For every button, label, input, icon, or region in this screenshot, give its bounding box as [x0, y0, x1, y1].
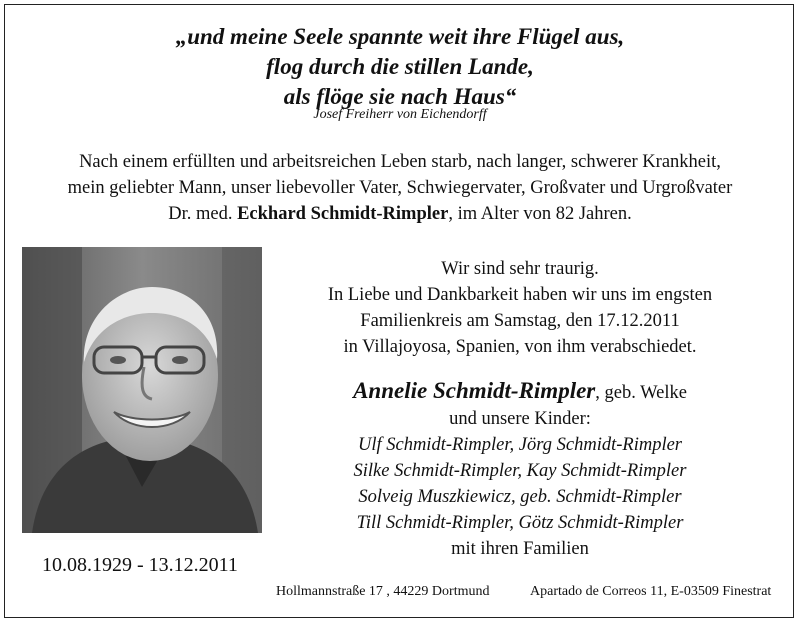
- quote-author: Josef Freiherr von Eichendorff: [313, 107, 487, 122]
- quote-line: als flöge sie nach Haus“: [283, 84, 517, 109]
- children-intro: und unsere Kinder:: [449, 409, 591, 429]
- children-line: Silke Schmidt-Rimpler, Kay Schmidt-Rimpler: [353, 461, 687, 481]
- life-dates: 10.08.1929 - 13.12.2011: [42, 554, 238, 576]
- widow-maiden-name: , geb. Welke: [595, 383, 687, 403]
- message-line: In Liebe und Dankbarkeit haben wir uns im engsten: [327, 285, 713, 305]
- message-line: Wir sind sehr traurig.: [441, 259, 599, 279]
- mourners-signature: [250, 378, 790, 562]
- portrait-photo: [22, 247, 262, 533]
- family-message: [290, 256, 750, 360]
- message-line: in Villajoyosa, Spanien, von ihm verabschiedet.: [343, 337, 697, 357]
- announcement-line: mein geliebter Mann, unser liebevoller Vater, Schwiegervater, Großvater und Urgroßvater: [67, 178, 733, 198]
- children-line: Till Schmidt-Rimpler, Götz Schmidt-Rimpler: [356, 513, 684, 533]
- announcement-line: Nach einem erfüllten und arbeitsreichen Leben starb, nach langer, schwerer Krankheit,: [79, 152, 721, 172]
- children-line: Ulf Schmidt-Rimpler, Jörg Schmidt-Rimpler: [357, 435, 683, 455]
- announcement-text: [0, 149, 800, 227]
- widow-name: Annelie Schmidt-Rimpler: [353, 378, 596, 403]
- age-text: , im Alter von 82 Jahren.: [448, 204, 632, 224]
- quote-line: „und meine Seele spannte weit ihre Flügel aus,: [175, 24, 625, 49]
- children-line: Solveig Muszkiewicz, geb. Schmidt-Rimpler: [358, 487, 682, 507]
- quote-line: flog durch die stillen Lande,: [266, 54, 534, 79]
- message-line: Familienkreis am Samstag, den 17.12.2011: [360, 311, 680, 331]
- deceased-name: Eckhard Schmidt-Rimpler: [237, 204, 449, 224]
- announcement-line: [0, 201, 800, 227]
- title-prefix: Dr. med.: [168, 204, 238, 224]
- closing-line: mit ihren Familien: [451, 539, 589, 559]
- address-dortmund: Hollmannstraße 17 , 44229 Dortmund: [276, 584, 490, 599]
- poem-quote: [0, 22, 800, 112]
- address-spain: Apartado de Correos 11, E-03509 Finestrat: [530, 584, 772, 599]
- widow-line: [250, 378, 790, 406]
